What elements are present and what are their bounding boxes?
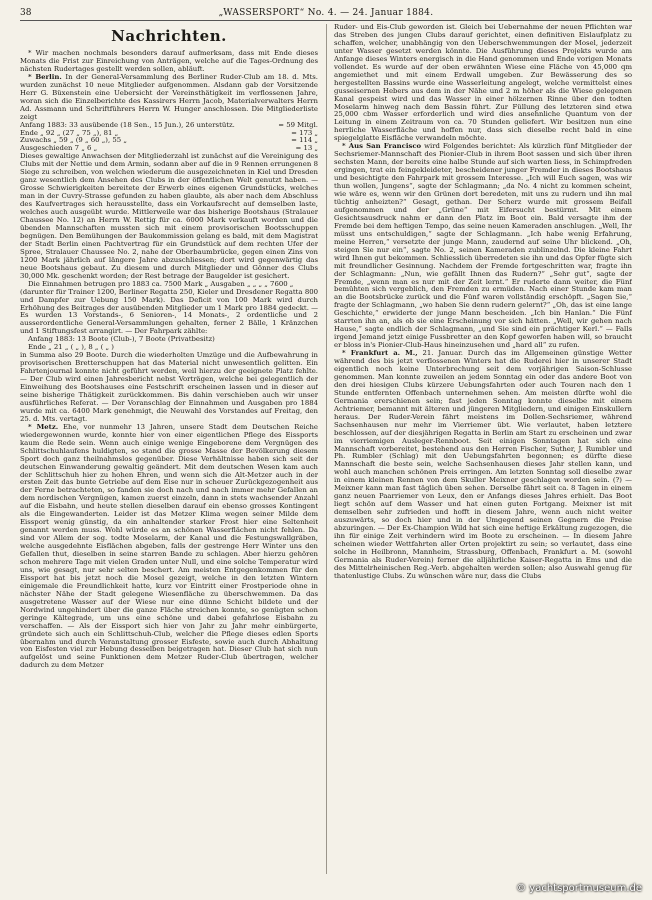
san-francisco-paragraph bbox=[334, 143, 632, 350]
metz-text: Ehe, vor nunmehr 13 Jahren, unsere Stadt dem Deutschen Reiche wiedergewonnen wurde, konnte hier von einer eigentlichen Pflege des Eissports kaum die Rede sein. Wenn auch einige wenige Eingeborene dem Vergnügen des Schlittschuhlaufens huldigten, so stand die grosse Masse der Bevölkerung diesem Sport doch ganz theilnahmslos gegenüber. Diese Verhältnisse haben sich seit der deutschen Einwanderung gewaltig geändert. Mit dem deutschen Wesen kam auch der Schlittschuh hier zu hohen Ehren, und wenn sich die Alt-Metzer auch in der ersten Zeit das bunte Getriebe auf dem Eise nur in scheuer Zurückgezogenheit aus der Ferne betrachteten, so fanden sie doch nach und nach immer mehr Gefallen an dem nordischen Vergnügen, kamen zuerst einzeln, dann in stets wachsender Anzahl auf die Eisbahn, und heute stellen dieselben darauf ein ebenso grosses Kontingent als die Eingewanderten. Leider ist das Metzer Klima wegen seiner Milde dem Eissport wenig günstig, da ein anhaltender starker Frost hier eine Seltenheit genannt werden muss. Wohl würde es an schönen Wasserflächen nicht fehlen. Da sind vor Allem der sog. todte Moselarm, der Kanal und die Festungswallgräben, welche ausgedehnte Eisflächen abgeben, falls der gestrenge Herr Winter uns den Gefallen thut, dieselben in seine starren Bande zu schlagen. Aber hierzu gehören schon mehrere Tage mit vielen Graden unter Null, und eine solche Temperatur wird uns, wie gesagt, nur sehr selten beschert. Am meisten Entgegenkommen für den Eissport hat bis jetzt noch die Mosel gezeigt, welche in den letzten Wintern einigemale die Freundlichkeit hatte, kurz vor Eintritt einer Frostperiode ohne in nächster Nähe der Stadt gelegene Wiesenfläche zu überschwemmen. Da das ausgetretene Wasser auf der Wiese nur eine dünne Schicht bildete und der Nordwind ungehindert über die ganze Fläche streichen konnte, so genügten schon geringe Kältegrade, um uns eine schöne und dabei gefahrlose Eisbahn zu verschaffen. — Als der Eissport sich hier von Jahr zu Jahr mehr einbürgerte, gründete sich auch ein Schlittschuh-Club, welcher die Pflege dieses edlen Sports übernahm und durch Veranstaltung grosser Eisfeste, sowie auch durch Abhaltung von Eisfesten viel zur Hebung desselben beigetragen hat. Dieser Club hat sich nun aufgelöst und seine Funktionen dem Metzer Ruder-Club übertragen, welcher dadurch zu dem Metzer bbox=[20, 422, 318, 670]
watermark: © yachtsportmuseum.de bbox=[516, 883, 642, 894]
column-divider bbox=[326, 24, 327, 874]
metz-place: * Metz. bbox=[28, 422, 59, 431]
page-number: 38 bbox=[20, 8, 32, 18]
frankfurt-paragraph bbox=[334, 350, 632, 581]
stats-total: = 59 Mitgl. bbox=[278, 120, 318, 129]
intro-paragraph: * Wir machen nochmals besonders darauf aufmerksam, dass mit Ende dieses Monats die Frist zur Einreichung von Anträgen, welche auf die Tages-Ordnung des nächsten Rudertages gestellt werden sollen, abläuft. bbox=[20, 49, 318, 73]
san-francisco-place: * Aus San Francisco bbox=[342, 142, 422, 151]
stats-total: = 173 „ bbox=[291, 128, 318, 137]
fleet-line-2: Ende „ 21 „ ( „ ), 8 „ ( „ ) bbox=[28, 343, 114, 352]
berlin-paragraph-2: Dieses gewaltige Anwachsen der Mitgliederzahl ist zunächst auf die Vereinigung des Clubs mit der Nettie und dem Armin, sodann aber auf die in 9 Rennen errungenen 8 Siege zu schreiben, von welchen wiederum die ausgezeichneten in Kiel und Dresden ganz wesentlich dem Ansehen des Clubs in der öffentlichen Welt genutzt haben. — Grosse Schwierigkeiten bereitete der Erwerb eines eigenen Grundstücks, welches man in der Cuvry-Strasse gefunden zu haben glaubte, als aber nach dem Abschluss des Kaufvertrages sich herausstellte, dass ein Vorkaufsrecht auf demselben laste, welches auch ausgeübt wurde. Mittlerweile war das bisherige Bootshaus (Stralauer Chaussee No. 12) an Herrn W. Rettig für ca. 6000 Mark verkauft worden und die übenden Mannschaften mussten sich mit einem provisorischen Bootsschuppen begnügen. Den Bemühungen der Baukommission gelang es bald, mit dem Magistrat der Stadt Berlin einen Pachtvertrag für ein Grundstück auf dem rechten Ufer der Spree, Stralauer Chaussee No. 2, nahe der Oberbaumbrücke, gegen einen Zins von 1200 Mark jährlich auf längere Jahre abzuschliessen; dort wird gegenwärtig das neue Bootshaus gebaut. Zu diesem und durch Mitglieder und Gönner des Clubs 30,000 Mk. geschenkt worden; der Rest betrage der Baugelder ist gesichert. bbox=[20, 152, 318, 280]
stats-label: Anfang 1883: 33 ausübende (18 Sen., 15 Jun.), 26 unterstütz. bbox=[20, 120, 235, 129]
fleet-line-1: Anfang 1883: 13 Boote (Club-), 7 Boote (Privatbesitz) bbox=[28, 335, 215, 344]
left-column bbox=[20, 24, 318, 876]
san-francisco-text: wird Folgendes berichtet: Als kürzlich fünf Mitglieder der Sechsriemer-Mannschaft des Pionier-Club in ihrem Boot sassen und sich über ihren sechsten Mann, der bereits eine halbe Stunde auf sich warten liess, in Schimpfreden ergingen, trat ein feingekleideter, bescheidener junger Fremder in dieses Bootshaus und besichtigte den Fahrpark mit grossem Interesse. „Ich will Euch sagen, was wir thun wollen, Jungens“, sagte der Schlagmann; „da No. 4 nicht zu kommen scheint, wie wäre es, wenn wir den Grünen dort beredeten, mit uns zu rudern und ihn mal tüchtig anheizten?“ Gesagt, gethan. Der Scherz wurde mit grossem Beifall aufgenommen und der „Grüne“ mit Eifersucht bestürmt. Mit einem Gesichtsausdruck nahm er dann den Platz im Boot ein. Bald versagte ihm der Fremde bei dem heftigen Tempo, das seine neuen Kameraden anschlugen. „Well, Ihr müsst uns entschuldigen,“ sagte der Schlagmann. „Ich habe wenig Erfahrung, meine Herren,“ versetzte der junge Mann, zaudernd auf seine Uhr blickend. „Oh, steigen Sie nur ein“, sagte No. 2, seinen Kameraden zublinzelnd. Die kleine Fahrt wird Ihnen gut bekommen. Schliesslich überredeten sie ihn und das Opfer fügte sich mit freundlicher Gesinnung. Nachdem der Fremde fortgeschritten war, fragte ihn der Schlagmann: „Nun, wie gefällt Ihnen das Rudern?“ „Sehr gut“, sagte der Fremde, „wenn man es nur mit der Zeit lernt.“ Er ruderte dann weiter, die Fünf bemühten sich vergeblich, den Fremden zu ermüden. Nach einer Stunde kam man an die Bootsbrücke zurück und die Fünf waren vollständig erschöpft. „Sagen Sie,“ fragte der Schlagmann, „wo haben Sie denn rudern gelernt?“ „Oh, das ist eine lange Geschichte,“ erwiderte der junge Mann bescheiden. „Ich bin Hanlan.“ Die Fünf starrten ihn an, als ob sie eine Erscheinung vor sich hätten. „Well, wir gehen nach Hause,“ sagte endlich der Schlagmann, „und Sie sind ein prächtiger Kerl.“ — Falls irgend Jemand jetzt einige Fussbretter an den Kopf geworfen haben will, so braucht er bloss in's Pionier-Club-Haus hineinzusehen und „hard all“ zu rufen. bbox=[334, 142, 632, 350]
membership-stats bbox=[20, 122, 318, 154]
frankfurt-text: 21. Januar. Durch das im Allgemeinen günstige Wetter während des bis jetzt verflossenen Winters hat die Ruderei hier in unserer Stadt eigentlich noch keine Unterbrechung seit dem vorjährigen Saison-Schlusse genommen. Man konnte zuweilen an jedem Sonntag ein oder das andere Boot von den drei hiesigen Clubs kürzere Uebungsfahrten oder auch Touren nach den 1 Stunde entfernten Offenbach unternehmen sehen. Am meisten dürfte wohl die Germania ererschienen sein; fast jeden Sonntag konnte dieselbe mit einem Achtriemer, bemannt mit älteren und jüngeren Mitgliedern, und einigen Einskullern heraus. Der Ruder-Verein fährt meistens im Dollen-Sechsriemer, während Sachsenhausen nur mehr im Vierriemer übt. Wie verlautet, haben letztere beschlossen, auf der diesjährigen Regatta in Berlin am Start zu erscheinen und zwar im vierriemigen Ausleger-Rennboot. Seit einigen Sonntagen hat sich eine Mannschaft vorbereitet, bestehend aus den Herren Fischer, Suther, J. Rumbler und Ph. Rumbler (Schlag) mit den Uebungsfahrten begonnen; es dürfte diese Mannschaft die beste sein, welche Sachsenhausen dieses Jahr stellen kann, und wohl auch manchen schönen Preis erringen. Am letzten Sonntag soll dieselbe zwar in einem kleinen Rennen von dem Skuller Meixner geschlagen worden sein. (?) — Meixner kann man fast täglich üben sehen. Derselbe fährt seit ca. 8 Tagen in einem ganz neuen Paarriemer von Leux, den er Anfangs dieses Jahres erhielt. Das Boot liegt schön auf dem Wasser und hat einen guten Fortgang. Meixner ist mit demselben sehr zufrieden und hofft in diesem Jahre, wenn auch nicht weiter auszuwärts, so doch hier und in der Umgegend seinen Gegnern die Preise abzuringen. — Der Ex-Champion Wild hat sich eine heftige Erkältung zugezogen, die ihn für einige Zeit verhindern wird im Boote zu erscheinen. — In diesem Jahre scheinen wieder Wettfahrten aller Orten projektirt zu sein; so verlautet, dass eine solche in Heilbronn, Mannheim, Strassburg, Offenbach, Frankfurt a. M. (sowohl Germania als Ruder-Verein) ferner die alljährliche Kaiser-Regatta in Ems und die des Mittelrheinischen Reg.-Verb. abgehalten werden sollen; also Auswahl genug für thatenlustige Clubs. Zu wünschen wäre nur, dass die Clubs bbox=[334, 349, 632, 580]
metz-paragraph bbox=[20, 424, 318, 671]
berlin-text: In der General-Versammlung des Berliner Ruder-Club am 18. d. Mts. wurden zunächst 10 neue Mitglieder aufgenommen. Alsdann gab der Vorsitzende Herr G. Büxenstein eine Uebersicht der Vereinsthätigkeit im verflossenen Jahre, woran sich die Einzelberichte des Kassirers Herrn Jacob, Materialverwalters Herrn Ad. Assmann und Schriftführers Herrn W. Hunger anschlossen. Die Mitgliederliste zeigt bbox=[20, 72, 318, 121]
stats-total: = 13 „ bbox=[295, 144, 318, 153]
berlin-paragraph bbox=[20, 74, 318, 122]
budget-line-2: (darunter für Trainer 1200, Berliner Regatta 250, Kieler und Dresdener Regatta 800 und Dampfer zur Uebung 150 Mark). Das Deficit von 100 Mark wird durch Erhöhung des Beitrages der ausübenden Mitglieder um 1 Mark pro 1884 gedeckt. — Es wurden 13 Vorstands-, 6 Senioren-, 14 Monats-, 2 ordentliche und 2 ausserordentliche General-Versammlungen gehalten, ferner 2 Bälle, 1 Kränzchen und 1 Stiftungsfest arrangirt. — Der Fahrpark zählte: bbox=[20, 287, 318, 336]
stats-label: Ende „ 92 „ (27 „ 75 „), 81 „ bbox=[20, 128, 119, 137]
stats-total: = 114 „ bbox=[291, 136, 318, 145]
section-title: Nachrichten. bbox=[111, 27, 227, 45]
header-rule bbox=[20, 20, 632, 21]
running-title: „WASSERSPORT“ No. 4. — 24. Januar 1884. bbox=[218, 8, 434, 18]
stats-label: Ausgeschieden 7 „ 6 „ bbox=[20, 144, 98, 153]
budget-line-1: Die Einnahmen betrugen pro 1883 ca. 7500 Mark „ Ausgaben „ „ „ „ 7600 „ bbox=[28, 279, 294, 288]
frankfurt-place: * Frankfurt a. M., bbox=[342, 349, 418, 358]
right-column bbox=[334, 24, 632, 876]
berlin-place: * Berlin. bbox=[28, 72, 62, 81]
page-header bbox=[20, 6, 632, 20]
berlin-paragraph-3: in Summa also 29 Boote. Durch die wiederholten Umzüge und die Aufbewahrung in provisorischen Bretterschuppen hat das Material nicht unwesentlich gelitten. Ein Fahrtenjournal konnte nicht geführt werden, weil hierzu der geeignete Platz fehlte. — Der Club wird einen Jahresbericht nebst Vorträgen, welche bei gelegentlich der Einweihung des Bootshauses eine Festschrift erscheinen lassen und in dieser auf seine bisherige Thätigkeit zurückkommen. Bis dahin verschieben auch wir unser ausführliches Referat. — Der Voranschlag der Einnahmen und Ausgaben pro 1884 wurde mit ca. 6400 Mark genehmigt, die Neuwahl des Vorstandes auf Freitag, den 25. d. Mts. vertagt. bbox=[20, 351, 318, 423]
stats-label: Zuwachs „ 59 „ (9 „ 60 „), 55 „ bbox=[20, 136, 127, 145]
metz-continuation: Ruder- und Eis-Club geworden ist. Gleich bei Uebernahme der neuen Pflichten war das Streben des jungen Clubs darauf gerichtet, einen definitiven Eislaufplatz zu schaffen, welcher, unabhängig von den Ueberschwemmungen der Mosel, jederzeit unter Wasser gesetzt werden könnte. Die Ausführung dieses Projekts wurde am Anfange dieses Winters energisch in die Hand genommen und Ende vorigen Monats vollendet. Es wurde auf der oben erwähnten Wiese eine Fläche von 45,000 qm angemiethet und mit einem Erdwall umgeben. Zur Bewässerung des so hergestellten Bassins wurde eine Wasserleitung angelegt, welche vermittelst eines gusseisernen Hebers aus dem in der Nähe und 2 m höher als die Wiese gelegenen Kanal gespeist wird und das Wasser in einer hölzernen Rinne über den todten Moselarm hinweg nach dem Bassin führt. Zur Füllung des letzteren sind etwa 25,000 cbm Wasser erforderlich und wird dies ansehnliche Quantum von der Leitung in einem Zeitraum von ca. 70 Stunden geliefert. Wir besitzen nun eine herrliche Wasserfläche und hoffen nur, dass sich dieselbe recht bald in eine spiegelglatte Eisfläche verwandeln möchte. bbox=[334, 24, 632, 143]
